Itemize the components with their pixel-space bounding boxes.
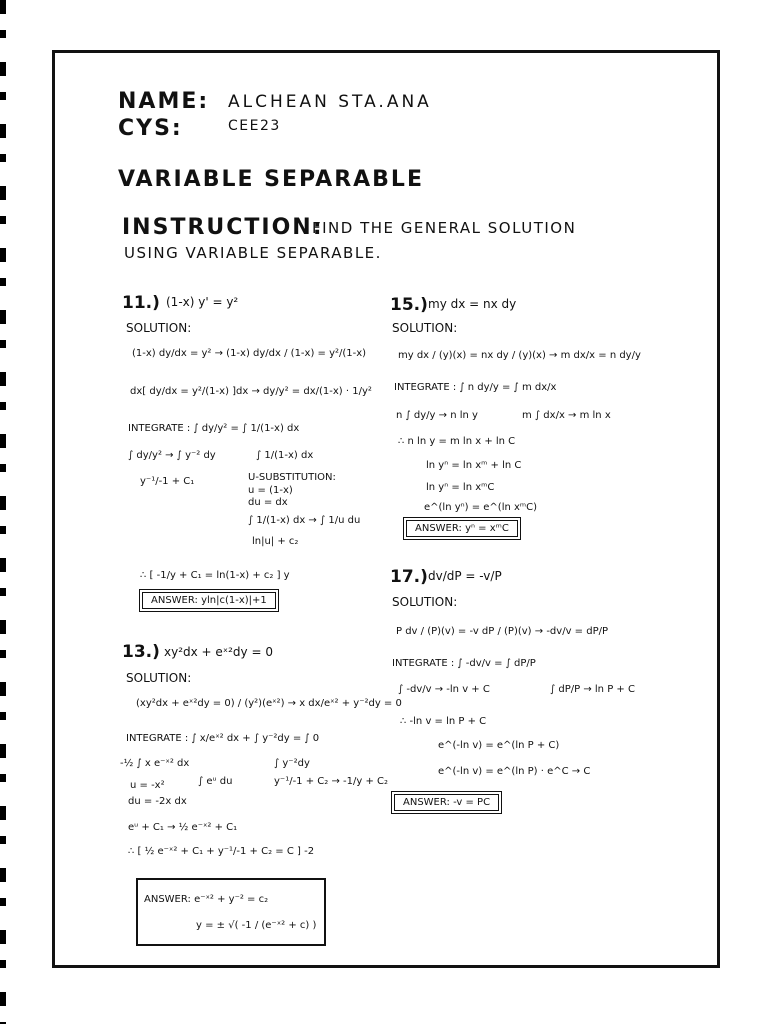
problem-15-step-5: ln yⁿ = ln xᵐC	[426, 482, 495, 493]
name-value: ALCHEAN STA.ANA	[228, 92, 432, 112]
problem-11-step-3a: ∫ dy/y² → ∫ y⁻² dy	[128, 450, 216, 461]
problem-17-step-3: ∴ -ln v = ln P + C	[400, 716, 487, 727]
page-title: VARIABLE SEPARABLE	[118, 167, 424, 192]
problem-13-integrate: INTEGRATE : ∫ x/eˣ² dx + ∫ y⁻²dy = ∫ 0	[126, 733, 320, 744]
problem-11-equation: (1-x) y' = y²	[166, 295, 239, 309]
problem-11-step-3b: ∫ 1/(1-x) dx	[256, 450, 314, 461]
problem-15-solution-label: SOLUTION:	[392, 321, 458, 335]
problem-15-step-4: ln yⁿ = ln xᵐ + ln C	[426, 460, 522, 471]
problem-13-solution-label: SOLUTION:	[126, 671, 192, 685]
cys-label: CYS:	[118, 116, 183, 141]
problem-13-step-1: (xy²dx + eˣ²dy = 0) / (y²)(eˣ²) → x dx/eˣ² + y⁻²dy = 0	[136, 698, 402, 709]
problem-15-number: 15.)	[390, 295, 428, 315]
problem-15-step-1: my dx / (y)(x) = nx dy / (y)(x) → m dx/x = n dy/y	[398, 350, 641, 361]
problem-15-integrate: INTEGRATE : ∫ n dy/y = ∫ m dx/x	[394, 382, 557, 393]
problem-17-equation: dv/dP = -v/P	[428, 569, 502, 583]
problem-15-step-3: ∴ n ln y = m ln x + ln C	[398, 436, 516, 447]
problem-13-equation: xy²dx + eˣ²dy = 0	[164, 645, 273, 659]
problem-17-step-1: P dv / (P)(v) = -v dP / (P)(v) → -dv/v = dP/P	[396, 626, 608, 637]
problem-15-step-6: e^(ln yⁿ) = e^(ln xᵐC)	[424, 502, 538, 513]
problem-15-step-2b: m ∫ dx/x → m ln x	[522, 410, 611, 421]
problem-13-step-2a: -½ ∫ x e⁻ˣ² dx	[120, 758, 190, 769]
problem-11-step-4a: y⁻¹/-1 + C₁	[140, 476, 195, 487]
problem-17-step-4: e^(-ln v) = e^(ln P + C)	[438, 740, 560, 751]
problem-15-answer: ANSWER: yⁿ = xᵐC	[406, 520, 518, 537]
problem-13-answer-box	[136, 878, 326, 946]
problem-11-usub-4: ln|u| + c₂	[252, 536, 299, 547]
problem-17-number: 17.)	[390, 567, 428, 587]
problem-13-step-3c: y⁻¹/-1 + C₂ → -1/y + C₂	[274, 776, 388, 787]
instruction-label: INSTRUCTION:	[122, 215, 324, 240]
problem-13-step-3b: ∫ eᵘ du	[198, 776, 233, 787]
scan-edge	[0, 0, 6, 1024]
problem-11-final: ∴ [ -1/y + C₁ = ln(1-x) + c₂ ] y	[140, 570, 290, 581]
problem-13-step-2b: ∫ y⁻²dy	[274, 758, 310, 769]
problem-11-answer: ANSWER: yln|c(1-x)|+1	[142, 592, 276, 609]
problem-13-step-3a: u = -x²	[130, 780, 165, 791]
problem-13-step-4: du = -2x dx	[128, 796, 187, 807]
problem-11-usub-label: U-SUBSTITUTION:	[248, 472, 336, 483]
problem-17-step-2b: ∫ dP/P → ln P + C	[550, 684, 635, 695]
problem-13-answer-1: ANSWER: e⁻ˣ² + y⁻² = c₂	[144, 894, 269, 905]
problem-17-answer: ANSWER: -v = PC	[394, 794, 499, 811]
cys-value: CEE23	[228, 118, 281, 134]
problem-11-usub-2: du = dx	[248, 497, 288, 508]
problem-15-equation: my dx = nx dy	[428, 297, 517, 311]
problem-11-number: 11.)	[122, 293, 160, 313]
problem-13-answer-2: y = ± √( -1 / (e⁻ˣ² + c) )	[196, 920, 317, 931]
instruction-text-2: USING VARIABLE SEPARABLE.	[124, 244, 382, 262]
problem-11-step-2: dx[ dy/dx = y²/(1-x) ]dx → dy/y² = dx/(1-x) · 1/y²	[130, 386, 372, 397]
problem-13-final: ∴ [ ½ e⁻ˣ² + C₁ + y⁻¹/-1 + C₂ = C ] -2	[128, 846, 315, 857]
instruction-text-1: FIND THE GENERAL SOLUTION	[312, 219, 577, 237]
problem-13-step-5: eᵘ + C₁ → ½ e⁻ˣ² + C₁	[128, 822, 238, 833]
problem-11-solution-label: SOLUTION:	[126, 321, 192, 335]
problem-17-solution-label: SOLUTION:	[392, 595, 458, 609]
problem-11-usub-1: u = (1-x)	[248, 485, 293, 496]
problem-17-step-5: e^(-ln v) = e^(ln P) · e^C → C	[438, 766, 591, 777]
problem-11-integrate: INTEGRATE : ∫ dy/y² = ∫ 1/(1-x) dx	[128, 423, 300, 434]
problem-11-usub-3: ∫ 1/(1-x) dx → ∫ 1/u du	[248, 515, 361, 526]
name-label: NAME:	[118, 89, 210, 114]
problem-13-number: 13.)	[122, 642, 160, 662]
problem-11-step-1: (1-x) dy/dx = y² → (1-x) dy/dx / (1-x) = y²/(1-x)	[132, 348, 367, 359]
problem-15-step-2a: n ∫ dy/y → n ln y	[396, 410, 478, 421]
problem-17-step-2a: ∫ -dv/v → -ln v + C	[398, 684, 490, 695]
problem-17-integrate: INTEGRATE : ∫ -dv/v = ∫ dP/P	[392, 658, 536, 669]
